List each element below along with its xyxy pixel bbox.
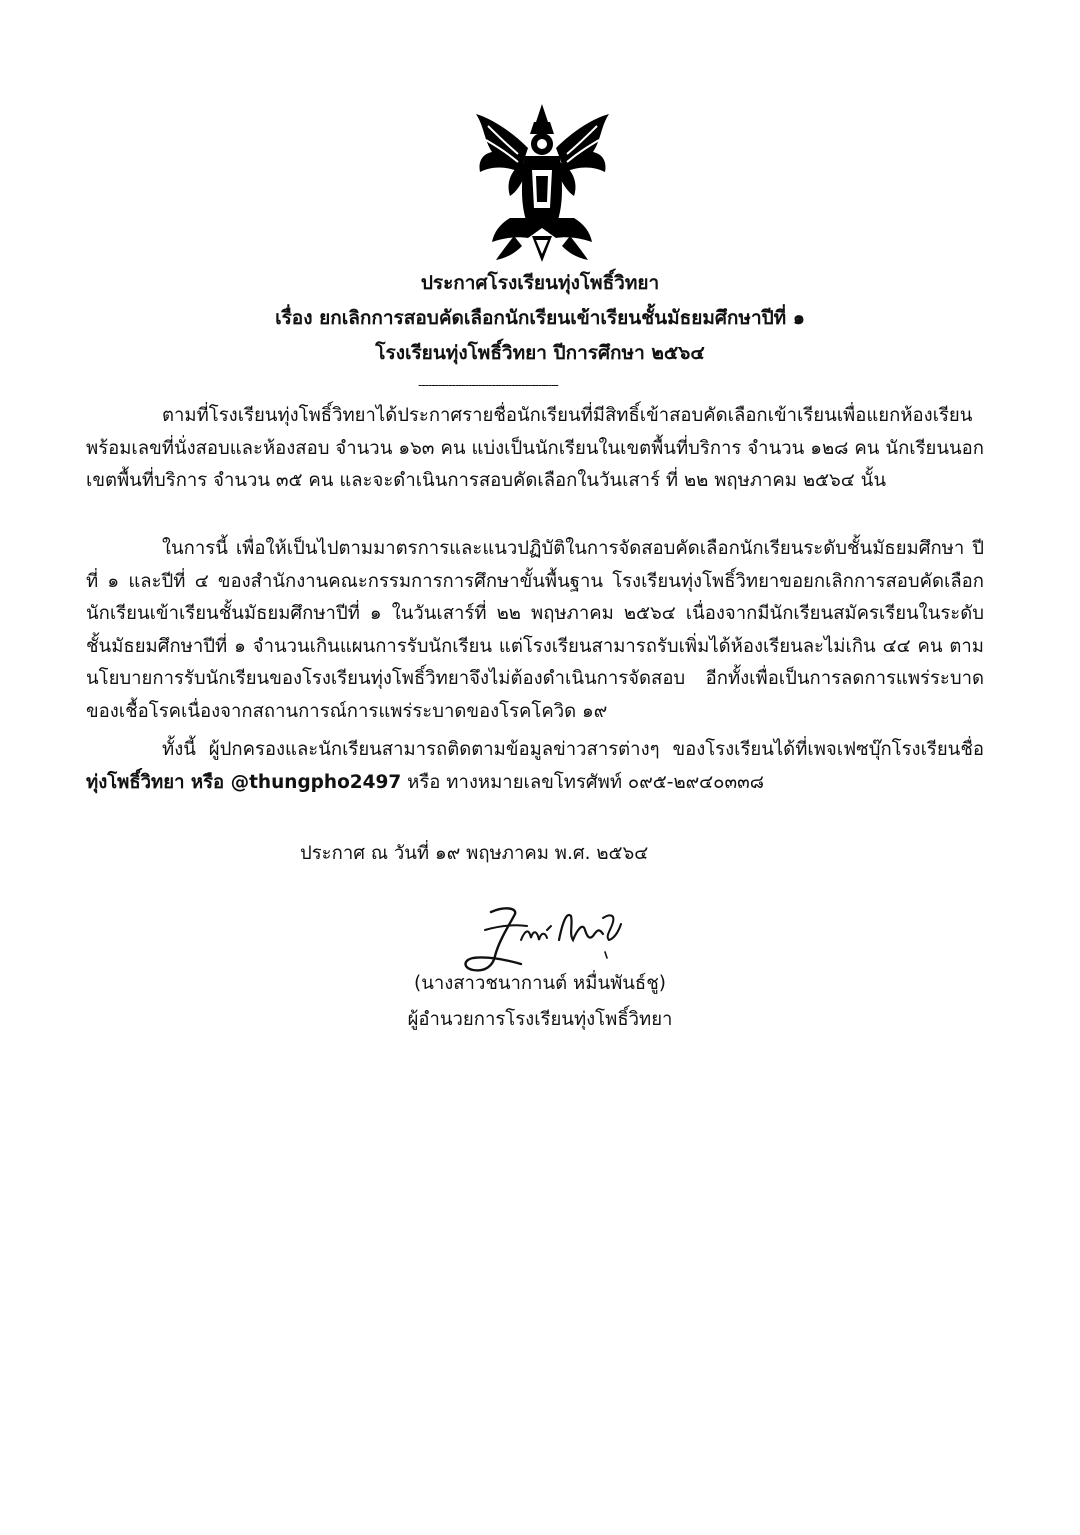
announcement-title: ประกาศโรงเรียนทุ่งโพธิ์วิทยา: [420, 272, 660, 294]
body-paragraph-1: ตามที่โรงเรียนทุ่งโพธิ์วิทยาได้ประกาศรายชื่อนักเรียนที่มีสิทธิ์เข้าสอบคัดเลือกเข้าเรียนเพื่อแยกห้องเรียน พร้อมเลขที่นั่งสอบและห้องสอบ จำนวน ๑๖๓ คน แบ่งเป็นนักเรียนในเขตพื้นที่บริการ จำนวน ๑๒๘ คน นักเรียนนอกเขตพื้นที่บริการ จำนวน ๓๕ คน และจะดำเนินการสอบคัดเลือกในวันเสาร์ ที่ ๒๒ พฤษภาคม ๒๕๖๔ นั้น: [86, 405, 984, 491]
announcement-date: ประกาศ ณ วันที่ ๑๙ พฤษภาคม พ.ศ. ๒๕๖๔: [300, 843, 649, 864]
signer-name: (นางสาวชนากานต์ หมื่นพันธ์ชู): [413, 973, 667, 994]
signer-title: ผู้อำนวยการโรงเรียนทุ่งโพธิ์วิทยา: [407, 1009, 673, 1030]
header-divider: ------------------------------------------: [418, 378, 558, 392]
announcement-subject: เรื่อง ยกเลิกการสอบคัดเลือกนักเรียนเข้าเรียนชั้นมัธยมศึกษาปีที่ ๑: [275, 307, 805, 329]
garuda-emblem-icon: [470, 100, 615, 265]
facebook-page-name: ทุ่งโพธิ์วิทยา หรือ @thungpho2497: [86, 771, 402, 793]
announcement-school-year: โรงเรียนทุ่งโพธิ์วิทยา ปีการศึกษา ๒๕๖๔: [375, 342, 705, 364]
paragraph-3-start: ทั้งนี้ ผู้ปกครองและนักเรียนสามารถติดตามข้อมูลข่าวสารต่างๆ ของโรงเรียนได้ที่เพจเฟซบุ๊กโรงเรียนชื่อ: [162, 739, 984, 760]
body-paragraph-2: ในการนี้ เพื่อให้เป็นไปตามมาตรการและแนวปฏิบัติในการจัดสอบคัดเลือกนักเรียนระดับชั้นมัธยมศึกษา ปีที่ ๑ และปีที่ ๔ ของสำนักงานคณะกรรมการการศึกษาขั้นพื้นฐาน โรงเรียนทุ่งโพธิ์วิทยาขอยกเลิกการสอบคัดเลือกนักเรียนเข้าเรียนชั้นมัธยมศึกษาปีที่ ๑ ในวันเสาร์ที่ ๒๒ พฤษภาคม ๒๕๖๔ เนื่องจากมีนักเรียนสมัครเรียนในระดับชั้นมัธยมศึกษาปีที่ ๑ จำนวนเกินแผนการรับนักเรียน แต่โรงเรียนสามารถรับเพิ่มได้ห้องเรียนละไม่เกิน ๔๔ คน ตามนโยบายการรับนักเรียนของโรงเรียนทุ่งโพธิ์วิทยาจึงไม่ต้องดำเนินการจัดสอบ อีกทั้งเพื่อเป็นการลดการแพร่ระบาดของเชื้อโรคเนื่องจากสถานการณ์การแพร่ระบาดของโรคโควิด ๑๙: [86, 538, 984, 722]
paragraph-3-end: หรือ ทางหมายเลขโทรศัพท์ ๐๙๕-๒๙๔๐๓๓๘: [401, 771, 765, 793]
body-paragraph-3: [86, 734, 984, 799]
